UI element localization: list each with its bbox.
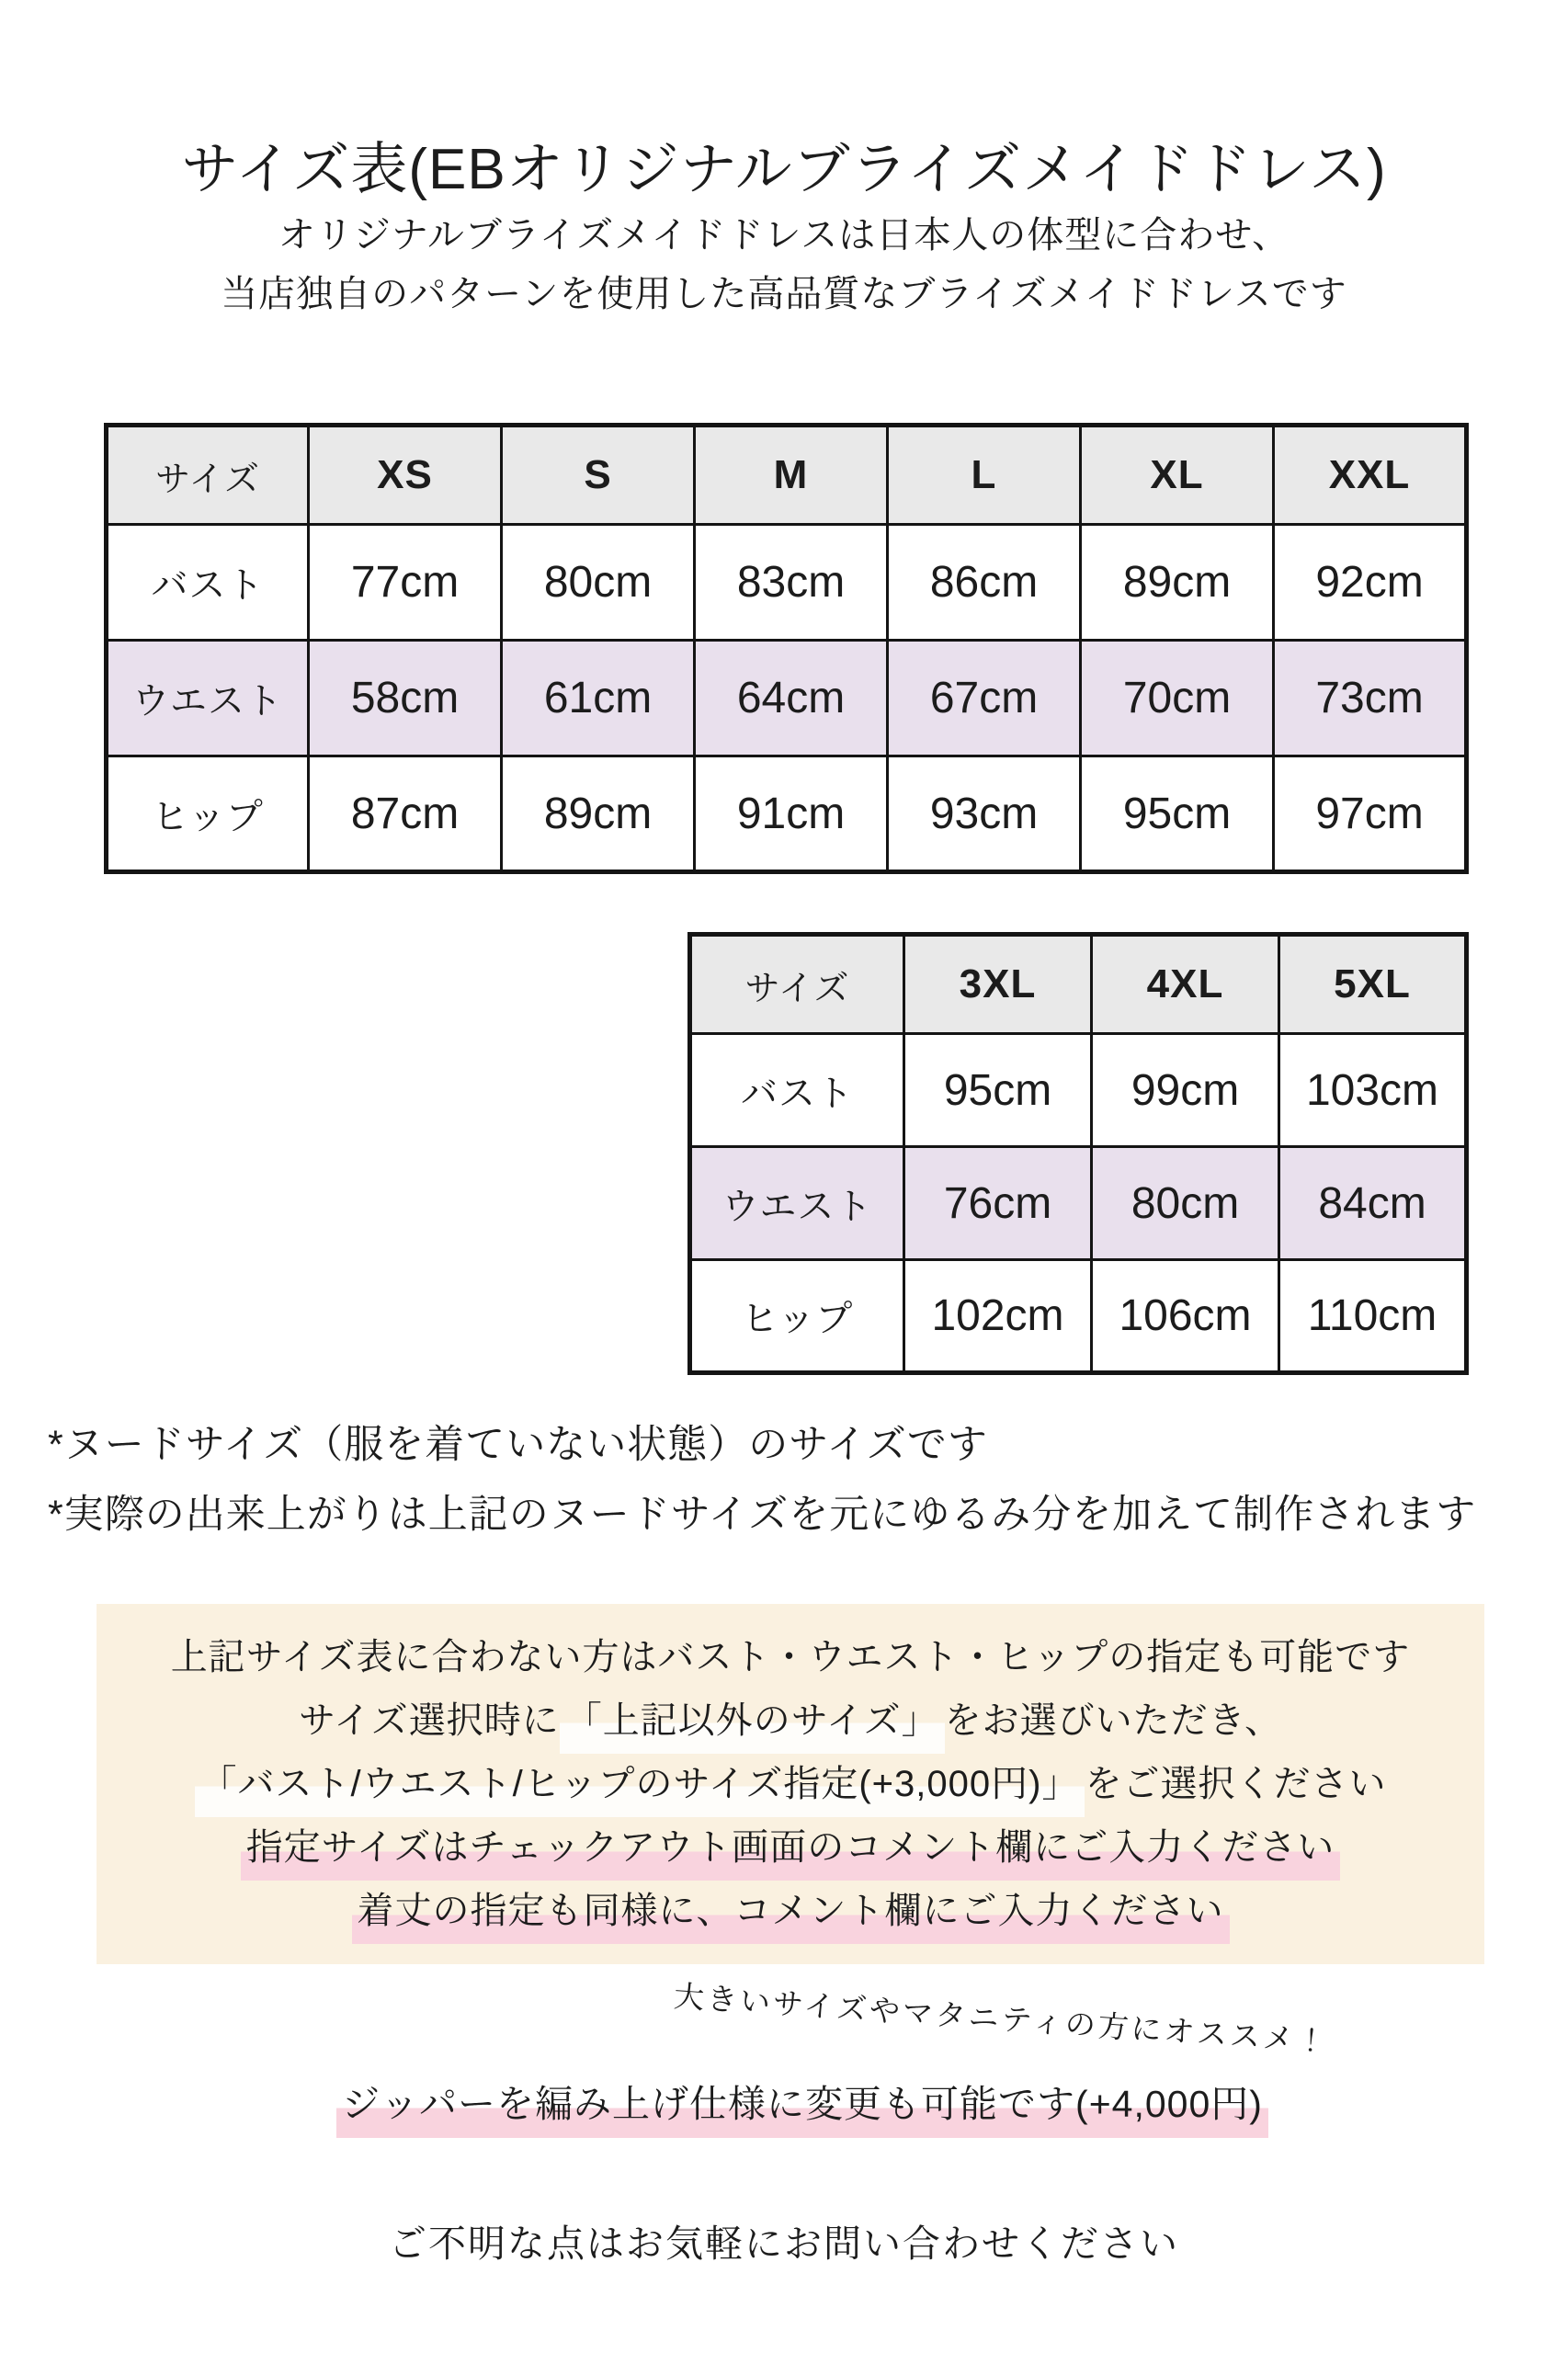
custom-size-line-1-text: 上記サイズ表に合わない方はバスト・ウエスト・ヒップの指定も可能です [170, 1637, 1411, 1677]
custom-size-line-5-text: 着丈の指定も同様に、コメント欄にご入力ください [352, 1891, 1230, 1944]
cell-waist-xs: 58cm [309, 641, 502, 756]
header-cell-xxl: XXL [1274, 426, 1467, 525]
cell-waist-5xl: 84cm [1279, 1147, 1467, 1260]
table-row-hip [107, 756, 1467, 872]
cell-waist-xxl: 73cm [1274, 641, 1467, 756]
row-label-waist: ウエスト [107, 641, 309, 756]
cell-waist-4xl: 80cm [1092, 1147, 1279, 1260]
page-subtitle [0, 206, 1568, 324]
table-row-waist [690, 1147, 1467, 1260]
custom-size-line-3-suffix: をご選択ください [1085, 1764, 1387, 1804]
custom-size-line-2-prefix: サイズ選択時に [298, 1700, 560, 1741]
custom-size-line-5 [97, 1880, 1484, 1943]
row-label-waist: ウエスト [690, 1147, 904, 1260]
zipper-option-text: ジッパーを編み上げ仕様に変更も可能です(+4,000円) [336, 2083, 1268, 2138]
cell-bust-xl: 89cm [1081, 525, 1274, 641]
cell-hip-m: 91cm [695, 756, 888, 872]
size-table-large [687, 932, 1469, 1375]
cell-bust-s: 80cm [502, 525, 695, 641]
cell-hip-4xl: 106cm [1092, 1260, 1279, 1373]
cell-bust-m: 83cm [695, 525, 888, 641]
custom-size-line-3-highlight: 「バスト/ウエスト/ヒップのサイズ指定(+3,000円)」 [195, 1764, 1085, 1817]
table-row [107, 426, 1467, 525]
cell-hip-xl: 95cm [1081, 756, 1274, 872]
note-line-1: *ヌードサイズ（服を着ていない状態）のサイズです [48, 1423, 988, 1467]
cell-waist-l: 67cm [888, 641, 1081, 756]
cell-bust-l: 86cm [888, 525, 1081, 641]
table-row-hip [690, 1260, 1467, 1373]
note-line-2: *実際の出来上がりは上記のヌードサイズを元にゆるみ分を加えて制作されます [48, 1493, 1477, 1537]
header-cell-s: S [502, 426, 695, 525]
row-label-hip: ヒップ [107, 756, 309, 872]
subtitle-line-1: オリジナルブライズメイドドレスは日本人の体型に合わせ、 [278, 215, 1290, 256]
row-label-bust: バスト [690, 1034, 904, 1147]
custom-size-box [97, 1604, 1484, 1964]
table-row-waist [107, 641, 1467, 756]
cell-hip-l: 93cm [888, 756, 1081, 872]
header-cell-size: サイズ [690, 935, 904, 1034]
header-cell-4xl: 4XL [1092, 935, 1279, 1034]
cell-bust-xs: 77cm [309, 525, 502, 641]
cell-bust-xxl: 92cm [1274, 525, 1467, 641]
handwritten-annotation: 大きいサイズやマタニティの方にオススメ！ [672, 1978, 1331, 2059]
row-label-hip: ヒップ [690, 1260, 904, 1373]
cell-bust-3xl: 95cm [904, 1034, 1092, 1147]
cell-bust-5xl: 103cm [1279, 1034, 1467, 1147]
cell-waist-xl: 70cm [1081, 641, 1274, 756]
custom-size-line-4 [97, 1816, 1484, 1880]
cell-waist-3xl: 76cm [904, 1147, 1092, 1260]
cell-waist-m: 64cm [695, 641, 888, 756]
table-row-bust [107, 525, 1467, 641]
custom-size-line-2 [97, 1689, 1484, 1753]
contact-note: ご不明な点はお気軽にお問い合わせください [389, 2222, 1179, 2265]
cell-hip-s: 89cm [502, 756, 695, 872]
custom-size-line-3 [97, 1753, 1484, 1816]
custom-size-line-1 [97, 1626, 1484, 1689]
cell-hip-5xl: 110cm [1279, 1260, 1467, 1373]
custom-size-line-4-text: 指定サイズはチェックアウト画面のコメント欄にご入力ください [241, 1827, 1341, 1881]
cell-waist-s: 61cm [502, 641, 695, 756]
zipper-option-note [18, 2074, 1568, 2128]
page-title: サイズ表(EBオリジナルブライズメイドドレス) [181, 137, 1387, 201]
header-cell-m: M [695, 426, 888, 525]
cell-hip-3xl: 102cm [904, 1260, 1092, 1373]
table-row [690, 935, 1467, 1034]
row-label-bust: バスト [107, 525, 309, 641]
cell-bust-4xl: 99cm [1092, 1034, 1279, 1147]
header-cell-5xl: 5XL [1279, 935, 1467, 1034]
table-row-bust [690, 1034, 1467, 1147]
cell-hip-xxl: 97cm [1274, 756, 1467, 872]
header-cell-xs: XS [309, 426, 502, 525]
subtitle-line-2: 当店独自のパターンを使用した高品質なブライズメイドドレスです [221, 274, 1347, 314]
custom-size-line-2-highlight: 「上記以外のサイズ」 [560, 1700, 945, 1754]
header-cell-xl: XL [1081, 426, 1274, 525]
cell-hip-xs: 87cm [309, 756, 502, 872]
size-table-main [104, 423, 1469, 874]
nude-size-notes [48, 1410, 1555, 1550]
custom-size-line-2-suffix: をお選びいただき、 [944, 1700, 1283, 1741]
header-cell-3xl: 3XL [904, 935, 1092, 1034]
header-cell-size: サイズ [107, 426, 309, 525]
header-cell-l: L [888, 426, 1081, 525]
